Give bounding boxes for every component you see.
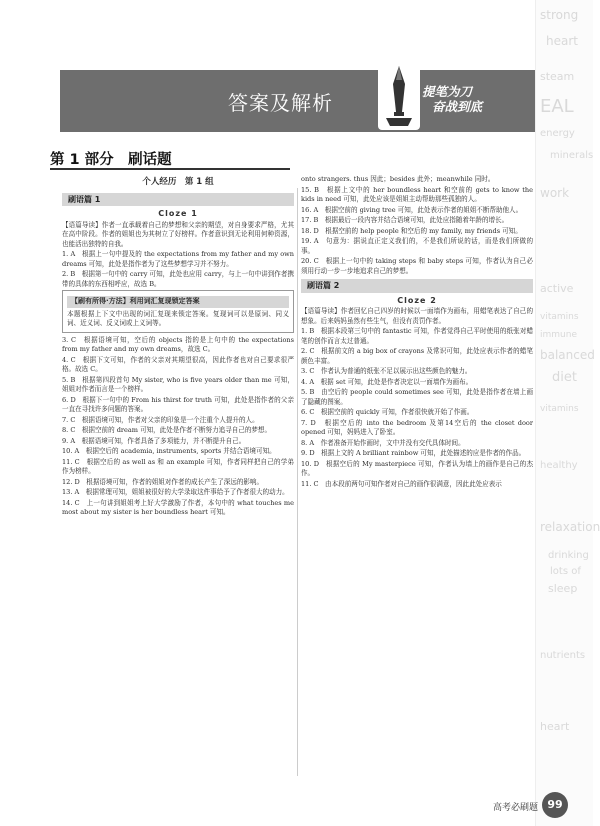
- answer-item: 2. B 根据第一句中的 carry 可知，此处也应用 carry，与上一句中讲到作者携带的具体的东西相呼应，故选 B。: [62, 270, 294, 288]
- answer-item: 13. A 根据常理可知，姐姐被很好的大学录取这件事给予了作者很大的动力。: [62, 488, 289, 496]
- doodle-word: steam: [540, 70, 575, 83]
- answer-item: 4. A 根据 set 可知，此处是作者决定以一面墙作为画布。: [301, 377, 473, 386]
- slogan-line-2: 奋战到底: [432, 99, 483, 114]
- doodle-word: EAL: [540, 96, 574, 117]
- decorative-doodle-margin: [535, 0, 600, 826]
- method-text: 本题根据上下文中出现的词汇复现来锁定答案。复现词可以是原词、同义词、近义词、反义词或上义词等。: [67, 309, 289, 327]
- doodle-word: healthy: [540, 460, 578, 471]
- answer-item: 8. C 根据空前的 dream 可知，此处是作者不断努力追寻自己的梦想。: [62, 426, 272, 434]
- answer-item: 6. D 根据下一句中的 From his thirst for truth 可知，此处是指作者的父亲一直在寻找许多问题的答案。: [62, 395, 294, 413]
- page-title: 答案及解析: [228, 91, 333, 115]
- doodle-word: drinking: [548, 550, 589, 561]
- doodle-word: vitamins: [540, 312, 579, 322]
- answer-item: 16. A 根据空前的 giving tree 可知，此处表示作者的姐姐不断帮助他人。: [301, 205, 523, 214]
- section-header: 刷语篇 2: [301, 279, 533, 293]
- answer-item: onto strangers. thus 因此；besides 此外；meanwhile 同时。: [301, 175, 495, 183]
- left-column: [62, 175, 294, 519]
- answer-item: 7. D 根据空后的 into the bedroom 及第14空后的 the closet door opened 可知，妈妈进入了卧室。: [301, 418, 533, 436]
- method-box: [62, 290, 294, 333]
- passage-guide: 【语篇导读】作者回忆自己四岁的时候以一面墙作为画布，用蜡笔表达了自己的想象。后来妈妈虽然有些生气，但没有责罚作者。: [301, 307, 533, 325]
- right-column: [301, 175, 533, 490]
- answer-item: 2. C 根据前文的 a big box of crayons 及常识可知，此处应表示作者的蜡笔颜色丰富。: [301, 347, 533, 365]
- answer-item: 5. B 由空后的 people could sometimes see 可知，此处是指作者在墙上画了隐藏的图案。: [301, 388, 533, 406]
- answer-item: 18. D 根据空前的 help people 和空后的 my family, my friends 可知。: [301, 226, 522, 235]
- slogan: [422, 84, 504, 114]
- answer-item: 11. C 根据空后的 as well as 和 an example 可知，作者同样把自己的学弟作为榜样。: [62, 457, 294, 475]
- answer-item: 1. B 根据本段第三句中的 fantastic 可知，作者觉得自己平时使用的纸张对蜡笔的创作而言太过普通。: [301, 327, 533, 345]
- doodle-word: lots of: [550, 566, 581, 577]
- answer-item: 9. A 根据语境可知，作者具备了多项能力，并不断提升自己。: [62, 436, 246, 445]
- slogan-line-1: 提笔为刀: [422, 84, 473, 99]
- answer-item: 3. C 作者认为普通的纸张不足以展示出这些颜色的魅力。: [301, 367, 472, 375]
- doodle-word: minerals: [550, 150, 594, 161]
- answer-item: 6. C 根据空前的 quickly 可知，作者很快就开始了作画。: [301, 408, 474, 416]
- answer-item: 5. B 根据第四段首句 My sister, who is five years older than me 可知，姐姐对作者而言是一个榜样。: [62, 375, 294, 393]
- cloze-title: Cloze 2: [397, 295, 437, 305]
- answer-item: 8. A 作者准备开始作画时，文中并没有交代具体时间。: [301, 438, 465, 447]
- answer-item: 11. C 由本段前两句可知作者对自己的画作很满意，因此此处应表示: [301, 479, 502, 488]
- method-title: 【刷有所得·方法】利用词汇复现锁定答案: [67, 296, 289, 308]
- doodle-word: diet: [552, 370, 577, 385]
- doodle-word: immune: [540, 330, 577, 340]
- doodle-word: heart: [540, 720, 570, 733]
- passage-guide: 【语篇导读】作者一直承载着自己的梦想和父亲的期望，对自身要求严格，尤其在高中阶段。作者的姐姐也为其树立了好榜样。作者意识到无论利用何种资源，也能活出独特的自我。: [62, 220, 294, 248]
- answer-item: 20. C 根据上一句中的 taking steps 和 baby steps 可知，作者认为自己必须用行动一步一步地追求自己的梦想。: [301, 257, 533, 275]
- doodle-word: sleep: [548, 582, 578, 595]
- group-heading: 个人经历 第 1 组: [142, 177, 214, 187]
- answer-item: 19. A 句意为：据说直正定义我们的，不是我们所说的话，而是我们所做的事。: [301, 237, 533, 255]
- answer-item: 4. C 根据下文可知，作者的父亲对其期望很高，因此作者也对自己要求很严格。故选 C。: [62, 355, 294, 373]
- doodle-word: balanced: [540, 348, 595, 362]
- part-title-rule: [50, 168, 290, 170]
- part-title: 第 1 部分 刷话题: [50, 152, 172, 168]
- answer-item: 17. B 根据最后一段内容并结合语境可知，此处应指随着年龄的增长。: [301, 216, 509, 224]
- doodle-word: vitamins: [540, 404, 579, 414]
- answer-item: 15. B 根据上文中的 her boundless heart 和空前的 gets to know the kids in need 可知，此处应该是姐姐主动帮助那些孤独的人。: [301, 185, 533, 203]
- answer-item: 3. C 根据语境可知，空后的 objects 指的是上句中的 the expectations from my father and my own dreams，故选 C。: [62, 335, 294, 353]
- cloze-title: Cloze 1: [158, 209, 198, 218]
- doodle-word: work: [540, 186, 570, 200]
- answer-item: 7. C 根据语境可知，作者对父亲的印象是一个注重个人提升的人。: [62, 415, 259, 424]
- doodle-word: heart: [546, 34, 578, 48]
- answer-item: 1. A 根据上一句中提及的 the expectations from my father and my own dreams 可知，此处是指作者为了这些梦想学习并不努力。: [62, 250, 294, 268]
- doodle-word: strong: [540, 8, 579, 22]
- section-header: 刷语篇 1: [62, 193, 294, 207]
- answer-item: 10. D 根据空后的 My masterpiece 可知，作者认为墙上的画作是自己的杰作。: [301, 459, 533, 477]
- footer-label: 高考必刷题: [493, 803, 539, 813]
- answer-item: 10. A 根据空后的 academia, instruments, sports 并结合语境可知。: [62, 447, 276, 455]
- column-divider: [297, 188, 298, 776]
- pen-knife-icon: [378, 62, 420, 130]
- doodle-word: nutrients: [540, 650, 586, 661]
- page-number: 99: [542, 792, 568, 818]
- answer-item: 14. C 上一句讲到姐姐考上好大学激励了作者，本句中的 what touches me most about my sister is her boundless heart 可知。: [62, 498, 294, 516]
- answer-item: 12. D 根据语境可知，作者的姐姐对作者的成长产生了深远的影响。: [62, 477, 264, 486]
- doodle-word: active: [540, 282, 574, 295]
- doodle-word: relaxation: [540, 520, 600, 534]
- doodle-word: energy: [540, 128, 575, 139]
- answer-item: 9. D 根据上文的 A brilliant rainbow 可知，此处描述的应是作者的作品。: [301, 449, 526, 457]
